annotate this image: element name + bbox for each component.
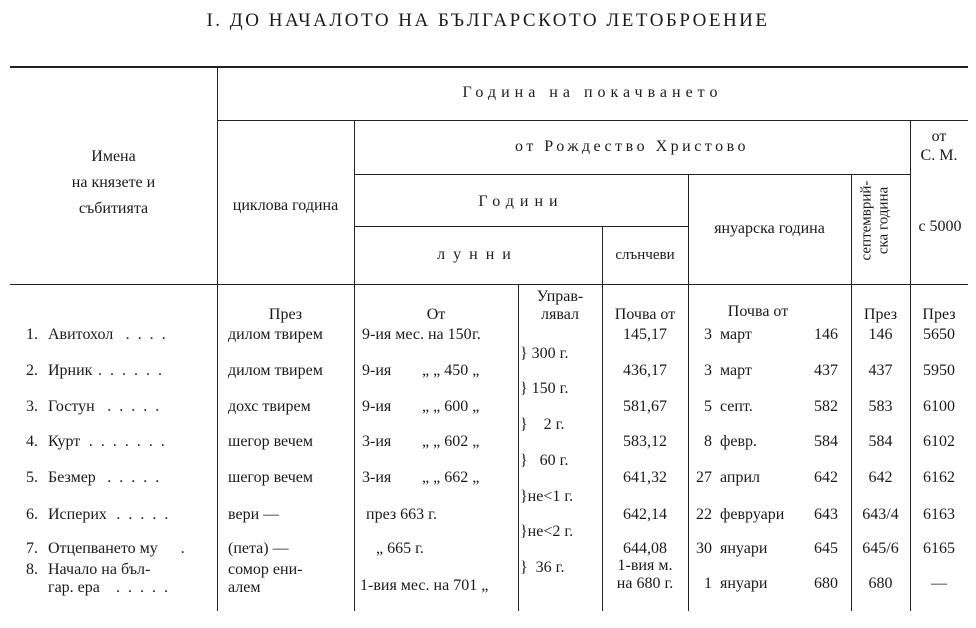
row-dots: . [180,540,187,557]
row-jan-month: март [720,326,752,343]
row-jan-month: март [720,362,752,379]
row8-dots: . . . . . [116,579,170,596]
header-cycle-year: циклова година [232,197,339,214]
row-september: 437 [868,362,893,379]
row-jan-month: януари [720,540,768,557]
header-names-line1: Имена [91,148,136,165]
row-lunar-month: 9-ия мес. на 150 [362,326,472,343]
row-lunar-month: „ 665 г. [376,540,424,557]
row-september: 643/4 [862,506,899,523]
row-name: Гостун [48,398,95,415]
subhead-solar: Почва от [614,306,676,323]
row-creation: 6163 [923,506,955,523]
header-years: Години [478,193,564,210]
row-jan-year: 437 [814,362,838,379]
rule-under-years [354,226,688,227]
row-creation: 6100 [923,398,955,415]
row-jan-year: 584 [814,433,838,450]
row-dots: . . . . [125,326,168,343]
row-jan-day: 27 [696,469,712,486]
row-lunar-year: „ „ 602 „ [422,433,480,450]
row-jan-day: 5 [704,398,712,415]
row-jan-day: 30 [696,540,712,557]
header-bottom-rule [10,284,968,285]
row-lunar-year: „ „ 450 „ [422,362,480,379]
row8-creation: — [931,575,947,592]
row-jan-year: 642 [814,469,838,486]
header-s5000: с 5000 [918,218,962,235]
row-creation: 5650 [923,326,955,343]
rule-under-accession [217,120,968,121]
row-solar: 644,08 [623,540,667,557]
row-name: Исперих [48,506,107,523]
row-dots: . . . . . . [98,362,164,379]
row8-jan-day: 1 [704,575,712,592]
row-dots: . . . . . [116,506,171,523]
row-num: 5. [26,469,38,486]
row-jan-month: април [720,469,760,486]
row-jan-year: 146 [814,326,838,343]
row-creation: 6165 [923,540,955,557]
ruled-period: } 2 г. [520,416,565,433]
row-september: 642 [868,469,893,486]
row8-solar-line2: на 680 г. [616,575,674,592]
row-name: Авитохол [48,326,114,343]
ruled-period: }не<1 г. [520,488,574,505]
subhead-cycle: През [268,306,303,323]
header-lunar: лунни [437,246,519,263]
row-lunar-month: 9-ия [362,362,392,379]
row8-jan-month: януари [720,575,768,592]
subhead-ruled-line1: Управ- [536,288,584,305]
row-solar: 641,32 [623,469,667,486]
row-solar: 145,17 [623,326,667,343]
row-september: 146 [868,326,893,343]
row-cycle-year: дохс твирем [228,398,311,415]
row-name: Отцепването му [48,540,158,557]
row-creation: 5950 [923,362,955,379]
ruled-period: } 36 г. [520,559,565,576]
header-january-year: януарска година [714,220,825,237]
row-lunar-month: 3-ия [362,469,392,486]
row-solar: 436,17 [623,362,667,379]
row-cycle-year: дилом твирем [228,362,323,379]
row8-num: 8. [26,561,38,578]
row-september: 645/6 [862,540,899,557]
row-jan-year: 582 [814,398,838,415]
col-line-1 [217,66,218,611]
page-title: I. ДО НАЧАЛОТО НА БЪЛГАРСКОТО ЛЕТОБРОЕНИЕ [206,10,770,31]
row-jan-year: 643 [814,506,838,523]
row-september: 584 [868,433,893,450]
row-cycle-year: дилом твирем [228,326,323,343]
row-num: 7. [26,540,38,557]
row-creation: 6162 [923,469,955,486]
row-lunar-month: 3-ия [362,433,392,450]
row-jan-day: 8 [704,433,712,450]
row8-jan-year: 680 [814,575,838,592]
subhead-ruled-line2: лявал [541,306,579,323]
row-num: 6. [26,506,38,523]
row-jan-month: февруари [720,506,785,523]
row-name: Ирник [48,362,93,379]
rule-under-christ [354,174,910,175]
row-cycle-year: шегор вечем [228,433,314,450]
row-lunar-year: „ „ 600 „ [422,398,480,415]
row-num: 4. [26,433,38,450]
header-from-christ: от Рождество Христово [514,138,750,155]
row-cycle-year: (пета) — [228,540,289,557]
row-num: 3. [26,398,38,415]
row8-cycle-line1: сомор ени- [228,561,303,578]
row-jan-day: 22 [696,506,712,523]
row-name: Курт [48,433,81,450]
subhead-september: През [863,306,898,323]
ruled-period: } 300 г. [520,345,569,362]
row-num: 2. [26,362,38,379]
row-dots: . . . . . . . [88,433,167,450]
row-jan-month: септ. [720,398,753,415]
row-lunar-month: 9-ия [362,398,392,415]
header-from-creation-line2: С. М. [920,147,958,164]
row-jan-day: 3 [704,326,712,343]
header-solar: слънчеви [615,247,675,263]
header-names-line3: събитията [78,200,149,217]
row-solar: 642,14 [623,506,667,523]
row-cycle-year: шегор вечем [228,469,314,486]
row-creation: 6102 [923,433,955,450]
subhead-lunar: От [426,306,446,323]
row-lunar-year: г. [472,326,481,343]
subhead-january: Почва от [727,303,789,320]
table-top-rule [10,66,968,68]
ruled-period: }не<2 г. [520,523,574,540]
row-jan-day: 3 [704,362,712,379]
row8-sept: 680 [868,575,893,592]
row-jan-month: февр. [720,433,758,450]
ruled-period: } 150 г. [520,380,569,397]
header-september-year-line1: септемврий- [858,180,875,261]
row-num: 1. [26,326,38,343]
row8-name-line1: Начало на бъл- [48,561,151,578]
row-september: 583 [868,398,893,415]
row-dots: . . . . . [107,469,162,486]
subhead-creation: През [922,306,956,323]
header-names-line2: на князете и [71,174,156,191]
row-solar: 583,12 [623,433,667,450]
ruled-period: } 60 г. [520,452,569,469]
header-year-of-accession: Година на покачването [462,84,723,101]
row8-name-line2: гар. ера [48,579,100,596]
row-lunar-month: през 663 г. [366,506,437,523]
row-cycle-year: вери — [228,506,280,523]
row-solar: 581,67 [623,398,667,415]
row-jan-year: 645 [814,540,838,557]
header-september-year-line2: ска година [875,186,892,255]
row-dots: . . . . . [107,398,162,415]
row8-cycle-line2: алем [228,579,261,596]
header-from-creation-line1: от [931,128,947,145]
row-lunar-year: „ „ 662 „ [422,469,480,486]
row8-lunar: 1-вия мес. на 701 „ [360,577,489,594]
row8-solar-line1: 1-вия м. [617,557,673,574]
row-name: Безмер [48,469,96,486]
